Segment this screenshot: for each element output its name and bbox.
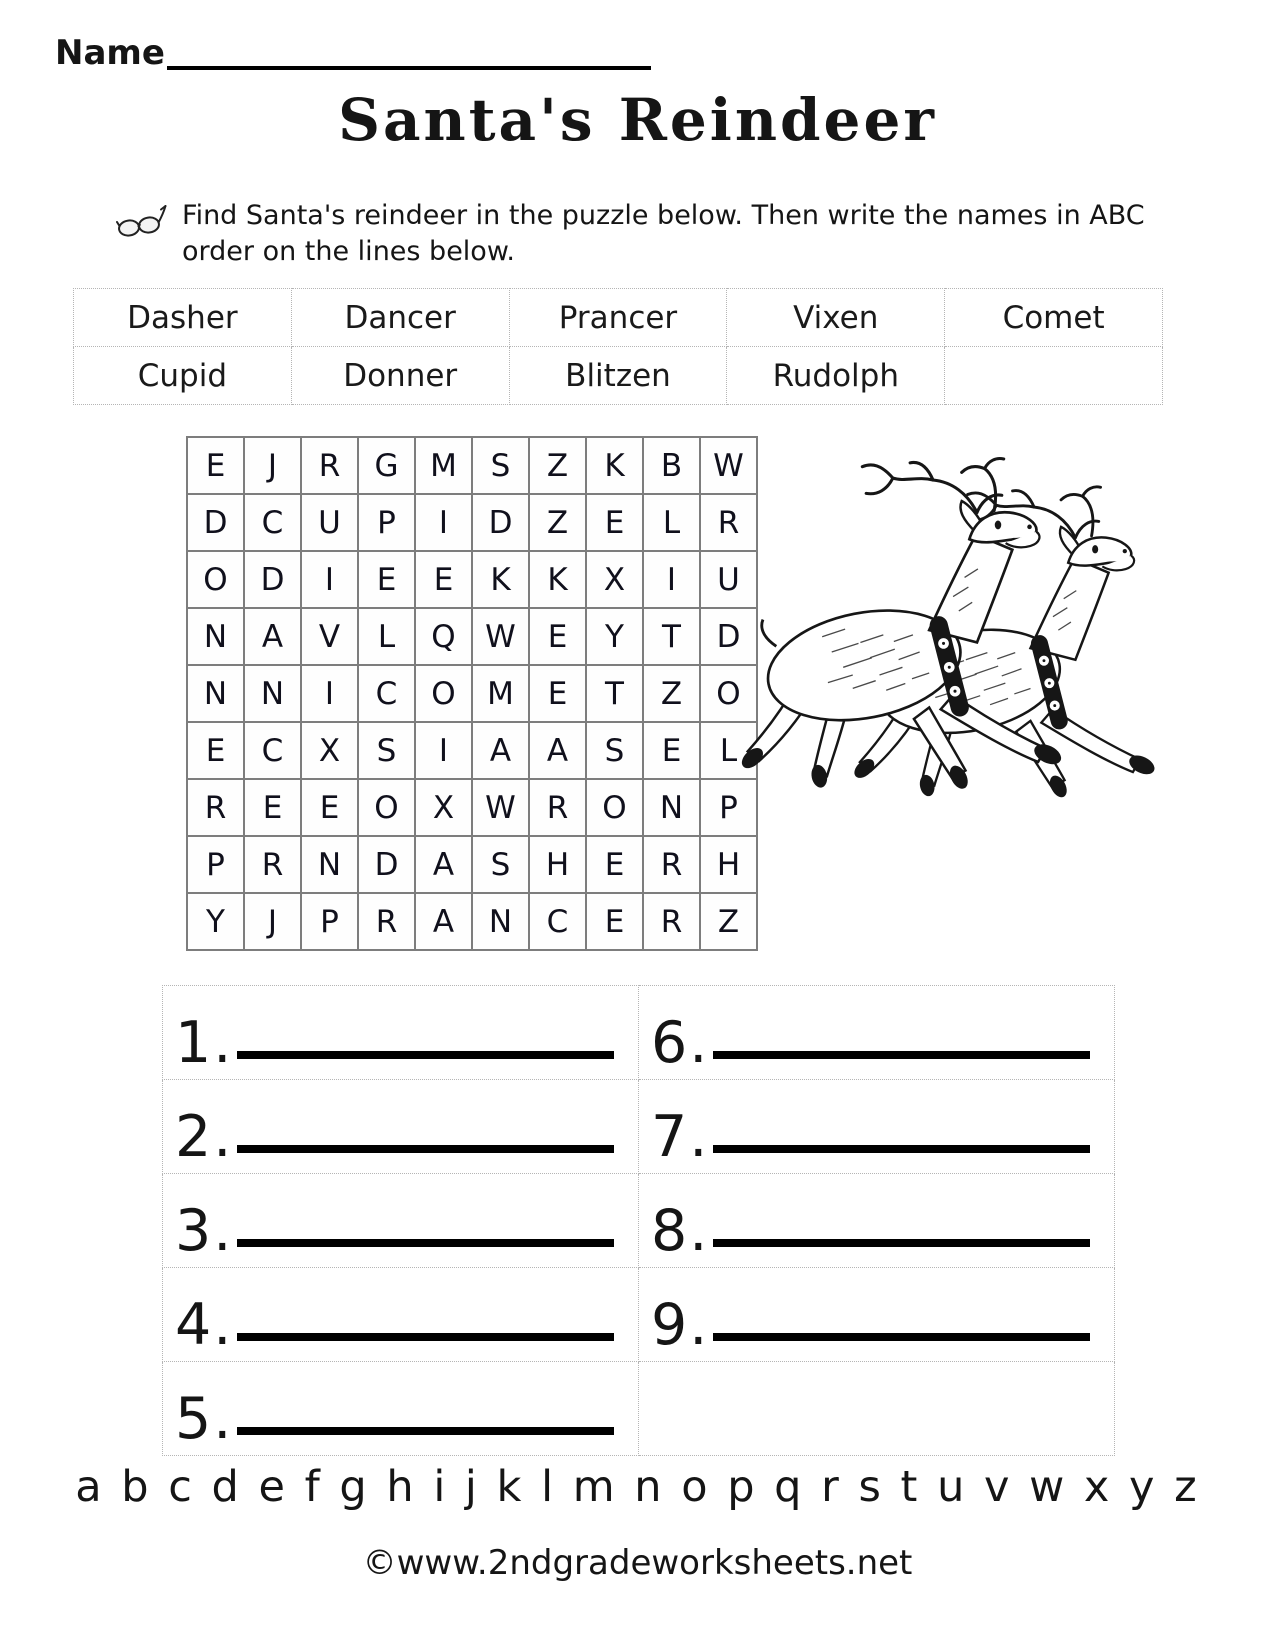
letter-cell: A xyxy=(472,722,529,779)
letter-cell: E xyxy=(358,551,415,608)
letter-cell: Z xyxy=(700,893,757,950)
letter-cell: R xyxy=(358,893,415,950)
answer-slot xyxy=(639,1080,1115,1174)
letter-cell: E xyxy=(187,722,244,779)
letter-cell: S xyxy=(358,722,415,779)
letter-cell: D xyxy=(244,551,301,608)
answer-write-line xyxy=(237,1333,614,1341)
answer-write-line xyxy=(713,1051,1090,1059)
answer-slot xyxy=(639,986,1115,1080)
answer-write-line xyxy=(237,1239,614,1247)
answer-write-line xyxy=(237,1051,614,1059)
letter-cell: S xyxy=(472,437,529,494)
letter-cell: E xyxy=(586,893,643,950)
letter-cell: X xyxy=(301,722,358,779)
word-bank-word: Comet xyxy=(945,289,1163,347)
letter-cell: C xyxy=(244,722,301,779)
answer-number: 5. xyxy=(175,1385,234,1452)
letter-cell: N xyxy=(187,665,244,722)
letter-cell: C xyxy=(244,494,301,551)
letter-cell: U xyxy=(301,494,358,551)
letter-cell: P xyxy=(187,836,244,893)
letter-cell: T xyxy=(586,665,643,722)
letter-cell: Z xyxy=(529,437,586,494)
letter-cell: P xyxy=(358,494,415,551)
letter-cell: N xyxy=(301,836,358,893)
answer-number: 4. xyxy=(175,1291,234,1358)
name-label: Name xyxy=(55,33,165,73)
letter-cell: S xyxy=(586,722,643,779)
answer-slot xyxy=(163,986,639,1080)
word-bank-word: Cupid xyxy=(74,347,292,405)
answer-slot xyxy=(163,1268,639,1362)
letter-cell: D xyxy=(358,836,415,893)
letter-cell: E xyxy=(187,437,244,494)
letter-cell: P xyxy=(301,893,358,950)
word-search-grid xyxy=(186,436,758,951)
letter-cell: E xyxy=(415,551,472,608)
letter-cell: A xyxy=(415,893,472,950)
letter-cell: N xyxy=(187,608,244,665)
answer-slot xyxy=(639,1174,1115,1268)
answer-number: 1. xyxy=(175,1009,234,1076)
letter-cell: A xyxy=(244,608,301,665)
answer-lines-table xyxy=(162,985,1115,1456)
answer-number: 8. xyxy=(651,1197,710,1264)
answer-number: 9. xyxy=(651,1291,710,1358)
letter-cell: T xyxy=(643,608,700,665)
instructions-block xyxy=(116,198,1166,271)
answer-slot xyxy=(163,1362,639,1456)
letter-cell: U xyxy=(700,551,757,608)
letter-cell: A xyxy=(529,722,586,779)
letter-cell: L xyxy=(643,494,700,551)
letter-cell: I xyxy=(643,551,700,608)
answer-number: 6. xyxy=(651,1009,710,1076)
letter-cell: O xyxy=(187,551,244,608)
letter-cell: N xyxy=(244,665,301,722)
letter-cell: W xyxy=(472,608,529,665)
letter-cell: E xyxy=(586,494,643,551)
word-bank-word: Rudolph xyxy=(727,347,945,405)
letter-cell: R xyxy=(244,836,301,893)
letter-cell: R xyxy=(643,836,700,893)
letter-cell: O xyxy=(415,665,472,722)
answer-write-line xyxy=(713,1145,1090,1153)
letter-cell: E xyxy=(529,665,586,722)
letter-cell: W xyxy=(472,779,529,836)
letter-cell: J xyxy=(244,437,301,494)
letter-cell: E xyxy=(586,836,643,893)
letter-cell: E xyxy=(529,608,586,665)
instructions-text: Find Santa's reindeer in the puzzle below. Then write the names in ABC order on the lines below. xyxy=(182,200,1145,268)
page-title: Santa's Reindeer xyxy=(338,86,937,154)
answer-slot xyxy=(639,1362,1115,1456)
answer-slot xyxy=(639,1268,1115,1362)
letter-cell: I xyxy=(415,722,472,779)
letter-cell: W xyxy=(700,437,757,494)
answer-write-line xyxy=(237,1427,614,1435)
letter-cell: O xyxy=(700,665,757,722)
word-bank-word: Vixen xyxy=(727,289,945,347)
word-bank-word xyxy=(945,347,1163,405)
letter-cell: I xyxy=(415,494,472,551)
letter-cell: R xyxy=(187,779,244,836)
letter-cell: E xyxy=(301,779,358,836)
letter-cell: K xyxy=(586,437,643,494)
letter-cell: D xyxy=(700,608,757,665)
letter-cell: M xyxy=(472,665,529,722)
alphabet-strip: a b c d e f g h i j k l m n o p q r s t u v w x y z xyxy=(75,1462,1200,1512)
letter-cell: N xyxy=(472,893,529,950)
letter-cell: B xyxy=(643,437,700,494)
reindeer-illustration xyxy=(740,448,1170,818)
letter-cell: X xyxy=(415,779,472,836)
answer-number: 3. xyxy=(175,1197,234,1264)
letter-cell: Z xyxy=(529,494,586,551)
letter-cell: D xyxy=(187,494,244,551)
letter-cell: A xyxy=(415,836,472,893)
letter-cell: K xyxy=(529,551,586,608)
answer-write-line xyxy=(713,1239,1090,1247)
letter-cell: Z xyxy=(643,665,700,722)
word-bank-word: Dasher xyxy=(74,289,292,347)
letter-cell: C xyxy=(358,665,415,722)
letter-cell: R xyxy=(700,494,757,551)
letter-cell: Y xyxy=(586,608,643,665)
letter-cell: Y xyxy=(187,893,244,950)
letter-cell: X xyxy=(586,551,643,608)
letter-cell: E xyxy=(643,722,700,779)
letter-cell: K xyxy=(472,551,529,608)
word-bank-table xyxy=(73,288,1163,405)
letter-cell: E xyxy=(244,779,301,836)
letter-cell: H xyxy=(700,836,757,893)
letter-cell: R xyxy=(643,893,700,950)
letter-cell: I xyxy=(301,665,358,722)
glasses-icon xyxy=(116,202,168,271)
letter-cell: I xyxy=(301,551,358,608)
name-fill-line xyxy=(167,34,651,70)
answer-write-line xyxy=(713,1333,1090,1341)
letter-cell: J xyxy=(244,893,301,950)
letter-cell: O xyxy=(586,779,643,836)
letter-cell: M xyxy=(415,437,472,494)
letter-cell: L xyxy=(358,608,415,665)
answer-number: 7. xyxy=(651,1103,710,1170)
letter-cell: V xyxy=(301,608,358,665)
letter-cell: O xyxy=(358,779,415,836)
letter-cell: P xyxy=(700,779,757,836)
letter-cell: G xyxy=(358,437,415,494)
letter-cell: C xyxy=(529,893,586,950)
name-row xyxy=(55,33,651,73)
answer-slot xyxy=(163,1174,639,1268)
word-bank-word: Donner xyxy=(291,347,509,405)
answer-slot xyxy=(163,1080,639,1174)
letter-cell: Q xyxy=(415,608,472,665)
letter-cell: R xyxy=(529,779,586,836)
letter-cell: R xyxy=(301,437,358,494)
answer-write-line xyxy=(237,1145,614,1153)
word-bank-word: Blitzen xyxy=(509,347,727,405)
word-bank-word: Dancer xyxy=(291,289,509,347)
letter-cell: N xyxy=(643,779,700,836)
letter-cell: H xyxy=(529,836,586,893)
letter-cell: D xyxy=(472,494,529,551)
word-bank-word: Prancer xyxy=(509,289,727,347)
footer-credit: ©www.2ndgradeworksheets.net xyxy=(362,1543,913,1583)
letter-cell: L xyxy=(700,722,757,779)
letter-cell: S xyxy=(472,836,529,893)
answer-number: 2. xyxy=(175,1103,234,1170)
